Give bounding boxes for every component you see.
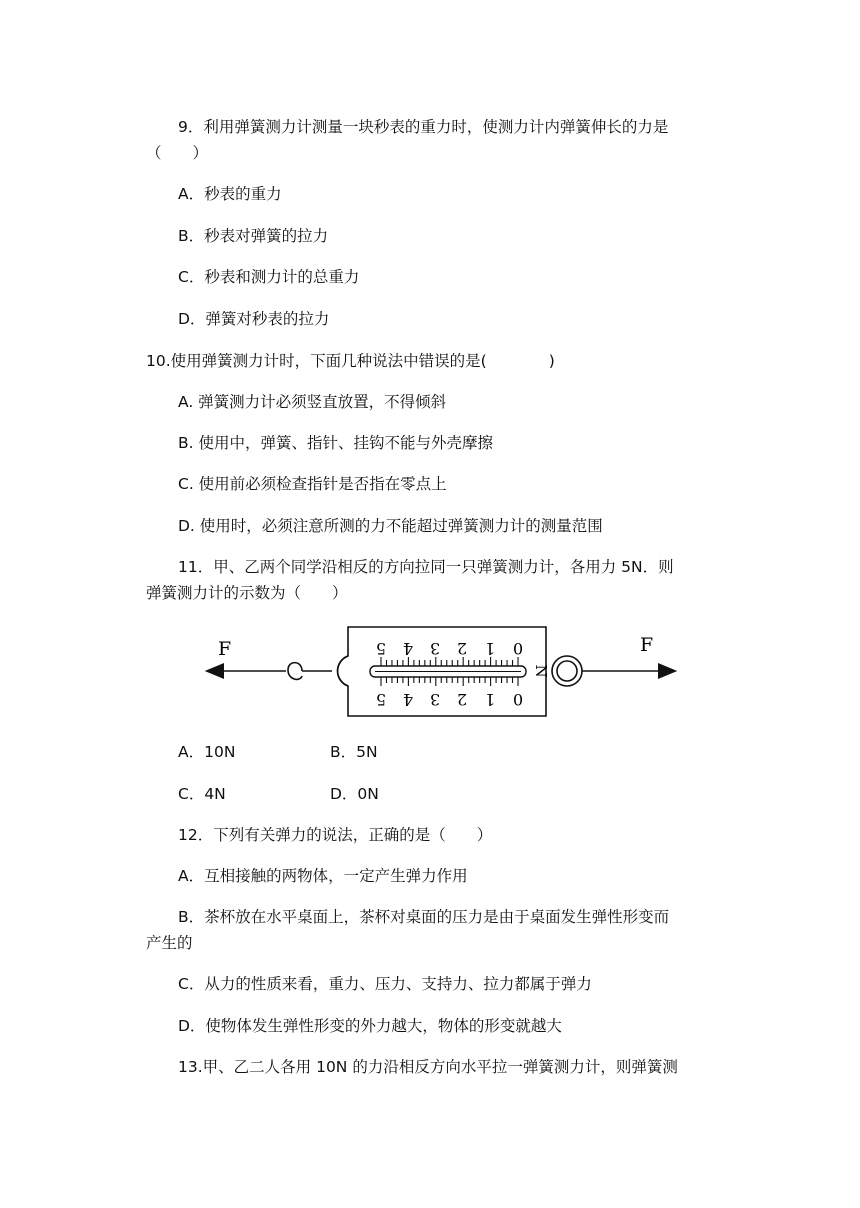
q12-stem: 12．下列有关弹力的说法，正确的是（ ） [178, 826, 493, 844]
q9-stem-line1: 9．利用弹簧测力计测量一块秒表的重力时，使测力计内弹簧伸长的力是 [178, 118, 669, 136]
scale-bottom-number: 0 [512, 690, 524, 709]
q11-option-c: C．4N [178, 785, 226, 803]
q11-stem-line2: 弹簧测力计的示数为（ ） [146, 584, 348, 602]
scale-top-number: 2 [456, 639, 468, 658]
scale-top-number: 0 [512, 639, 524, 658]
spring-scale-diagram [200, 622, 680, 722]
q10-stem: 10.使用弹簧测力计时，下面几种说法中错误的是( ) [146, 352, 555, 370]
q12-option-c: C．从力的性质来看，重力、压力、支持力、拉力都属于弹力 [178, 975, 592, 993]
q9-option-c: C．秒表和测力计的总重力 [178, 268, 360, 286]
q12-option-d: D．使物体发生弹性形变的外力越大，物体的形变就越大 [178, 1017, 562, 1035]
q10-option-b: B. 使用中，弹簧、指针、挂钩不能与外壳摩擦 [178, 434, 493, 452]
scale-bottom-number: 5 [375, 690, 387, 709]
q9-stem-line2: （ ） [146, 144, 209, 162]
q9-option-a: A．秒表的重力 [178, 185, 282, 203]
left-force-label: F [218, 638, 232, 660]
right-force-label: F [640, 634, 654, 656]
q9-option-b: B．秒表对弹簧的拉力 [178, 227, 329, 245]
q11-stem-line1: 11．甲、乙两个同学沿相反的方向拉同一只弹簧测力计，各用力 5N．则 [178, 558, 674, 576]
scale-bottom-number: 2 [456, 690, 468, 709]
q10-option-d: D. 使用时，必须注意所测的力不能超过弹簧测力计的测量范围 [178, 517, 603, 535]
spring-scale-figure [200, 622, 680, 722]
q11-option-b: B．5N [330, 743, 378, 761]
scale-top-number: 5 [375, 639, 387, 658]
pull-ring-inner [557, 661, 577, 681]
q9-option-d: D．弹簧对秒表的拉力 [178, 310, 330, 328]
scale-bottom-number: 1 [484, 690, 496, 709]
scale-bottom-number: 4 [402, 690, 414, 709]
q10-option-a: A. 弹簧测力计必须竖直放置，不得倾斜 [178, 393, 447, 411]
q12-option-b-line1: B．茶杯放在水平桌面上，茶杯对桌面的压力是由于桌面发生弹性形变而 [178, 908, 670, 926]
hook [288, 663, 308, 680]
unit-label: N [532, 664, 550, 678]
scale-bottom-number: 3 [429, 690, 441, 709]
scale-top-number: 4 [402, 639, 414, 658]
q10-option-c: C. 使用前必须检查指针是否指在零点上 [178, 475, 447, 493]
q11-option-d: D．0N [330, 785, 379, 803]
scale-top-number: 3 [429, 639, 441, 658]
q12-option-b-line2: 产生的 [146, 934, 193, 952]
scale-top-number: 1 [484, 639, 496, 658]
q11-option-a: A．10N [178, 743, 236, 761]
q12-option-a: A．互相接触的两物体，一定产生弹力作用 [178, 867, 468, 885]
q13-stem-line1: 13.甲、乙二人各用 10N 的力沿相反方向水平拉一弹簧测力计，则弹簧测 [178, 1058, 678, 1076]
